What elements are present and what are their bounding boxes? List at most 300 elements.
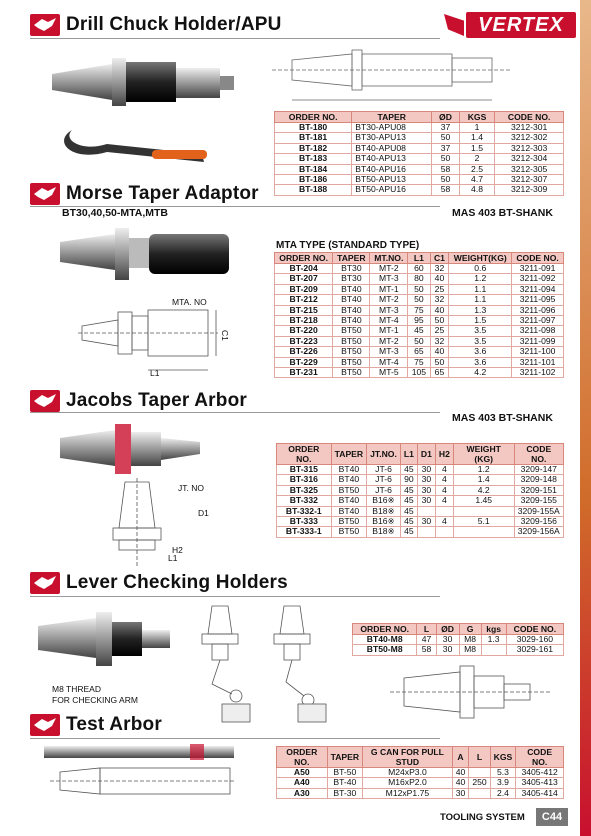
table-row: [275, 154, 564, 164]
table-cell: 30: [436, 635, 459, 645]
table-cell: M24xP3.0: [363, 768, 453, 778]
table-cell: BT-215: [275, 305, 333, 315]
lever-checking-table: [352, 623, 564, 656]
table-cell: BT-226: [275, 347, 333, 357]
table-cell: 5.1: [453, 517, 514, 527]
table-cell: 3405-414: [516, 788, 564, 798]
table-cell: JT-6: [367, 485, 401, 495]
table-cell: 3029-161: [506, 645, 563, 655]
shank-label: MAS 403 BT-SHANK: [452, 207, 553, 219]
column-header: ORDER NO.: [353, 624, 417, 635]
brand-text: VERTEX: [478, 13, 564, 36]
table-cell: 32: [430, 336, 449, 346]
table-cell: B18※: [367, 506, 401, 516]
brand-mark-icon: [30, 572, 60, 594]
table-cell: 45: [400, 485, 417, 495]
table-cell: BT30-APU08: [352, 123, 432, 133]
table-row: [275, 274, 564, 284]
brand-mark-icon: [30, 714, 60, 736]
table-cell: 3029-160: [506, 635, 563, 645]
table-cell: BT-180: [275, 123, 352, 133]
table-cell: 3.9: [490, 778, 516, 788]
table-cell: BT-30: [327, 788, 363, 798]
table-cell: MT-1: [370, 284, 408, 294]
column-header: L1: [408, 253, 430, 264]
table-cell: 3.6: [449, 347, 512, 357]
column-header: CODE NO.: [514, 444, 563, 465]
table-cell: BT-186: [275, 175, 352, 185]
table-row: [277, 485, 564, 495]
checking-setup-drawing: [192, 604, 342, 724]
table-row: [353, 645, 564, 655]
table-cell: BT-325: [277, 485, 332, 495]
table-cell: 3211-094: [512, 284, 564, 294]
column-header: L1: [400, 444, 417, 465]
column-header: KGS: [459, 112, 495, 123]
table-cell: 50: [432, 154, 460, 164]
table-cell: BT-40: [327, 778, 363, 788]
table-cell: 1.2: [449, 274, 512, 284]
table-cell: 95: [408, 316, 430, 326]
lever-holder-photo: [38, 608, 188, 678]
table-cell: 30: [417, 475, 435, 485]
page-number: [536, 808, 568, 826]
table-cell: 3405-412: [516, 768, 564, 778]
table-row: [277, 496, 564, 506]
table-cell: 4: [435, 475, 453, 485]
table-cell: MT-2: [370, 336, 408, 346]
table-cell: 50: [408, 336, 430, 346]
table-row: [275, 336, 564, 346]
table-cell: BT50-M8: [353, 645, 417, 655]
table-cell: 1.3: [449, 305, 512, 315]
table-cell: 30: [417, 517, 435, 527]
table-cell: MT-2: [370, 295, 408, 305]
table-cell: B18※: [367, 527, 401, 537]
table-cell: 250: [469, 778, 490, 788]
table-cell: BT-182: [275, 143, 352, 153]
column-header: ØD: [432, 112, 460, 123]
morse-adaptor-drawing: [78, 302, 228, 382]
table-cell: 3212-302: [495, 133, 564, 143]
table-cell: 1.5: [459, 143, 495, 153]
table-cell: 3209-155: [514, 496, 563, 506]
table-cell: 45: [400, 517, 417, 527]
table-cell: BT30: [333, 274, 370, 284]
drawing-label: JT. NO: [178, 483, 204, 493]
table-cell: MT-1: [370, 326, 408, 336]
table-cell: 1.5: [449, 316, 512, 326]
divider: [30, 738, 440, 739]
section-title-drill: [30, 14, 282, 36]
column-header: A: [452, 747, 469, 768]
table-cell: 3211-102: [512, 368, 564, 378]
table-cell: 30: [417, 465, 435, 475]
column-header: JT.NO.: [367, 444, 401, 465]
table-cell: MT-3: [370, 274, 408, 284]
table-cell: 75: [408, 357, 430, 367]
dimension-label: L1: [150, 368, 160, 378]
table-cell: 30: [436, 645, 459, 655]
table-row: [275, 316, 564, 326]
table-cell: 3209-151: [514, 485, 563, 495]
table-cell: 25: [430, 326, 449, 336]
column-header: G: [459, 624, 481, 635]
table-cell: 3212-304: [495, 154, 564, 164]
table-cell: 30: [452, 788, 469, 798]
table-cell: BT50: [333, 336, 370, 346]
column-header: C1: [430, 253, 449, 264]
section-heading: Drill Chuck Holder/APU: [66, 14, 282, 35]
table-cell: 65: [408, 347, 430, 357]
table-cell: 3209-156: [514, 517, 563, 527]
table-cell: 32: [430, 295, 449, 305]
table-cell: BT40-APU16: [352, 164, 432, 174]
column-header: CODE NO.: [506, 624, 563, 635]
drawing-label: MTA. NO: [172, 297, 207, 307]
table-cell: 3211-092: [512, 274, 564, 284]
table-cell: BT-50: [327, 768, 363, 778]
column-header: CODE NO.: [495, 112, 564, 123]
table-cell: BT-316: [277, 475, 332, 485]
table-cell: 4.2: [453, 485, 514, 495]
table-cell: BT40-M8: [353, 635, 417, 645]
table-row: [275, 347, 564, 357]
section-title-test: [30, 714, 162, 736]
table-cell: 3.6: [449, 357, 512, 367]
table-cell: [417, 527, 435, 537]
table-cell: 1.1: [449, 295, 512, 305]
page-number-text: C44: [541, 811, 563, 823]
column-header: WEIGHT (KG): [453, 444, 514, 465]
table-cell: JT-6: [367, 465, 401, 475]
table-row: [277, 475, 564, 485]
table-cell: 50: [408, 295, 430, 305]
table-cell: BT-333-1: [277, 527, 332, 537]
jacobs-arbor-drawing: [105, 478, 205, 568]
column-header: MT.NO.: [370, 253, 408, 264]
table-cell: 2: [459, 154, 495, 164]
table-cell: 2.5: [459, 164, 495, 174]
table-cell: BT50: [331, 527, 367, 537]
table-cell: BT30: [333, 264, 370, 274]
table-cell: 3.5: [449, 326, 512, 336]
table-cell: 47: [417, 635, 436, 645]
table-cell: BT50-APU16: [352, 185, 432, 195]
table-cell: MT-4: [370, 357, 408, 367]
column-header: H2: [435, 444, 453, 465]
table-cell: 3212-309: [495, 185, 564, 195]
column-header: L: [417, 624, 436, 635]
column-header: L: [469, 747, 490, 768]
divider: [30, 38, 440, 39]
table-row: [277, 788, 564, 798]
table-cell: 40: [430, 274, 449, 284]
dimension-label: C1: [220, 330, 230, 341]
table-cell: 40: [452, 768, 469, 778]
table-cell: 3209-148: [514, 475, 563, 485]
table-cell: BT-223: [275, 336, 333, 346]
table-cell: B16※: [367, 517, 401, 527]
table-cell: 40: [430, 305, 449, 315]
table-row: [275, 305, 564, 315]
column-header: KGS: [490, 747, 516, 768]
table-cell: 1.3: [481, 635, 506, 645]
table-cell: 30: [417, 485, 435, 495]
table-cell: BT40: [331, 496, 367, 506]
dimension-label: L1: [168, 553, 178, 563]
table-cell: BT50: [333, 357, 370, 367]
table-cell: BT50: [333, 347, 370, 357]
column-header: kgs: [481, 624, 506, 635]
section-title-lever: [30, 572, 288, 594]
table-cell: BT-183: [275, 154, 352, 164]
table-cell: MT-3: [370, 305, 408, 315]
table-cell: 3212-303: [495, 143, 564, 153]
table-cell: MT-4: [370, 316, 408, 326]
section-title-morse: [30, 183, 259, 205]
table-cell: 32: [430, 264, 449, 274]
table-cell: 3211-091: [512, 264, 564, 274]
table-cell: 3211-096: [512, 305, 564, 315]
table-cell: 3405-413: [516, 778, 564, 788]
table-cell: BT50: [333, 326, 370, 336]
table-row: [275, 175, 564, 185]
morse-adaptor-photo: [60, 222, 240, 288]
table-row: [275, 123, 564, 133]
table-cell: BT-332-1: [277, 506, 332, 516]
lever-holder-drawing: [360, 662, 560, 732]
table-cell: M16xP2.0: [363, 778, 453, 788]
table-cell: MT-3: [370, 347, 408, 357]
table-row: [275, 264, 564, 274]
table-cell: 0.6: [449, 264, 512, 274]
column-header: WEIGHT(KG): [449, 253, 512, 264]
table-cell: [453, 527, 514, 537]
table-cell: BT-333: [277, 517, 332, 527]
table-cell: BT40: [331, 506, 367, 516]
table-cell: 4: [435, 496, 453, 506]
table-cell: M8: [459, 635, 481, 645]
table-cell: BT40: [331, 465, 367, 475]
divider: [30, 596, 440, 597]
table-cell: [435, 506, 453, 516]
table-cell: 4.7: [459, 175, 495, 185]
dimension-label: H2: [172, 545, 183, 555]
table-cell: BT-181: [275, 133, 352, 143]
section-title-jacobs: [30, 390, 247, 412]
section-heading: Test Arbor: [66, 714, 162, 735]
table-cell: 45: [400, 527, 417, 537]
table-cell: 3209-156A: [514, 527, 563, 537]
table-cell: BT-209: [275, 284, 333, 294]
table-cell: 4.2: [449, 368, 512, 378]
table-cell: BT50-APU13: [352, 175, 432, 185]
table-cell: [417, 506, 435, 516]
table-cell: BT40: [333, 316, 370, 326]
dimension-label: D1: [198, 508, 209, 518]
column-header: TAPER: [333, 253, 370, 264]
table-row: [275, 143, 564, 153]
note-text: M8 THREAD: [52, 684, 101, 694]
note-text: FOR CHECKING ARM: [52, 695, 138, 705]
table-cell: 1.45: [453, 496, 514, 506]
table-cell: 30: [417, 496, 435, 506]
table-cell: BT-218: [275, 316, 333, 326]
table-cell: 3211-101: [512, 357, 564, 367]
table-row: [275, 295, 564, 305]
table-cell: BT40: [333, 295, 370, 305]
table-cell: 25: [430, 284, 449, 294]
divider: [30, 412, 440, 413]
table-cell: BT-231: [275, 368, 333, 378]
table-cell: 4.8: [459, 185, 495, 195]
table-cell: 50: [432, 133, 460, 143]
table-cell: 1.2: [453, 465, 514, 475]
footer-text: TOOLING SYSTEM: [440, 812, 525, 823]
table-cell: 3211-097: [512, 316, 564, 326]
table-cell: 75: [408, 305, 430, 315]
table-cell: 50: [408, 284, 430, 294]
table-row: [275, 368, 564, 378]
table-row: [275, 326, 564, 336]
table-cell: BT40: [333, 284, 370, 294]
table-cell: BT40-APU08: [352, 143, 432, 153]
drill-chuck-photo: [52, 52, 242, 167]
table-cell: 105: [408, 368, 430, 378]
table-row: [275, 357, 564, 367]
table-row: [353, 635, 564, 645]
brand-mark-icon: [30, 14, 60, 36]
table-row: [275, 185, 564, 195]
section-heading: Lever Checking Holders: [66, 572, 288, 593]
table-cell: 45: [400, 506, 417, 516]
table-cell: M12xP1.75: [363, 788, 453, 798]
table-cell: 3211-099: [512, 336, 564, 346]
table-cell: BT-207: [275, 274, 333, 284]
side-color-bar: [580, 0, 591, 836]
table-cell: A30: [277, 788, 328, 798]
table-cell: 3209-155A: [514, 506, 563, 516]
table-cell: JT-6: [367, 475, 401, 485]
table-cell: BT-212: [275, 295, 333, 305]
table-cell: 45: [408, 326, 430, 336]
table-cell: BT-204: [275, 264, 333, 274]
table-row: [275, 133, 564, 143]
table-cell: BT30-APU13: [352, 133, 432, 143]
table-cell: 50: [430, 357, 449, 367]
table-cell: 65: [430, 368, 449, 378]
table-cell: 1: [459, 123, 495, 133]
table-cell: 37: [432, 143, 460, 153]
table-cell: 45: [400, 496, 417, 506]
table-cell: 4: [435, 485, 453, 495]
column-header: ORDER NO.: [275, 253, 333, 264]
table-row: [277, 506, 564, 516]
morse-taper-table: [274, 252, 564, 378]
column-header: CODE NO.: [512, 253, 564, 264]
table-cell: BT40-APU13: [352, 154, 432, 164]
column-header: D1: [417, 444, 435, 465]
table-cell: A50: [277, 768, 328, 778]
table-cell: 58: [432, 185, 460, 195]
table-cell: MT-5: [370, 368, 408, 378]
table-cell: [469, 788, 490, 798]
shank-label: MAS 403 BT-SHANK: [452, 412, 553, 424]
table-cell: A40: [277, 778, 328, 788]
drill-chuck-table: [274, 111, 564, 196]
test-arbor-drawing: [40, 742, 240, 804]
table-cell: MT-2: [370, 264, 408, 274]
column-header: ORDER NO.: [277, 747, 328, 768]
table-cell: 3212-301: [495, 123, 564, 133]
table-cell: BT-229: [275, 357, 333, 367]
table-cell: BT50: [333, 368, 370, 378]
table-cell: 3.5: [449, 336, 512, 346]
table-row: [277, 517, 564, 527]
table-cell: BT-315: [277, 465, 332, 475]
brand-mark-icon: [30, 390, 60, 412]
table-row: [277, 768, 564, 778]
table-cell: 58: [432, 164, 460, 174]
test-arbor-table: [276, 746, 564, 799]
table-cell: 50: [430, 316, 449, 326]
table-row: [277, 465, 564, 475]
table-row: [275, 164, 564, 174]
table-cell: B16※: [367, 496, 401, 506]
table-cell: 60: [408, 264, 430, 274]
table-cell: 90: [400, 475, 417, 485]
table-cell: BT50: [331, 485, 367, 495]
column-header: ØD: [436, 624, 459, 635]
table-cell: 3212-307: [495, 175, 564, 185]
column-header: TAPER: [331, 444, 367, 465]
column-header: ORDER NO.: [275, 112, 352, 123]
jacobs-taper-table: [276, 443, 564, 538]
table-row: [277, 778, 564, 788]
column-header: CODE NO.: [516, 747, 564, 768]
table-cell: [453, 506, 514, 516]
jacobs-arbor-photo: [60, 420, 210, 480]
table-cell: 40: [430, 347, 449, 357]
table-cell: BT40: [331, 475, 367, 485]
table-cell: 1.4: [459, 133, 495, 143]
table-cell: BT-332: [277, 496, 332, 506]
column-header: ORDER NO.: [277, 444, 332, 465]
table-cell: BT40: [333, 305, 370, 315]
table-row: [275, 284, 564, 294]
table-cell: 37: [432, 123, 460, 133]
table-cell: BT-188: [275, 185, 352, 195]
section-heading: Morse Taper Adaptor: [66, 183, 259, 204]
table-cell: 40: [452, 778, 469, 788]
table-cell: 3211-095: [512, 295, 564, 305]
section-subtitle: BT30,40,50-MTA,MTB: [62, 207, 168, 219]
table-cell: 5.3: [490, 768, 516, 778]
table-cell: 4: [435, 465, 453, 475]
table-cell: 1.4: [453, 475, 514, 485]
table-cell: 45: [400, 465, 417, 475]
table-cell: 3212-305: [495, 164, 564, 174]
drill-chuck-drawing: [272, 44, 562, 106]
table-title: MTA TYPE (STANDARD TYPE): [276, 240, 420, 251]
vertex-logo: [466, 12, 576, 38]
table-cell: 3211-098: [512, 326, 564, 336]
table-cell: [481, 645, 506, 655]
table-cell: BT50: [331, 517, 367, 527]
table-cell: 4: [435, 517, 453, 527]
section-heading: Jacobs Taper Arbor: [66, 390, 247, 411]
